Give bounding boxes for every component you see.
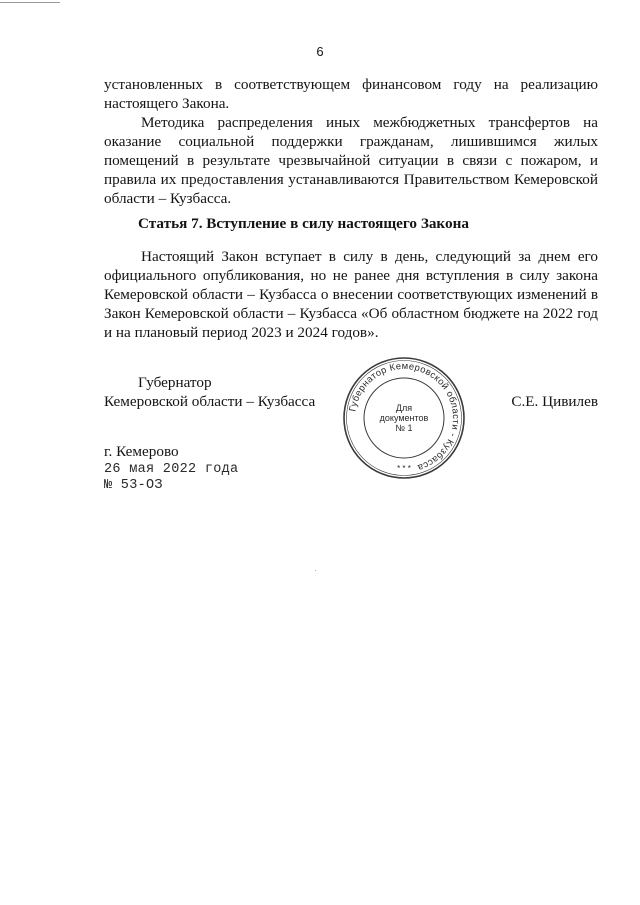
seal-stars: * * * xyxy=(397,464,411,473)
seal-ring-text: Губернатор Кемеровской области - Кузбасса xyxy=(346,359,463,474)
paragraph-continuation: установленных в соответствующем финансовом году на реализацию настоящего Закона. xyxy=(104,76,598,112)
scan-artifact-dot xyxy=(315,570,316,571)
signing-date: 26 мая 2022 года xyxy=(104,462,239,477)
page-number: 6 xyxy=(316,44,324,59)
law-number: № 53-ОЗ xyxy=(104,478,163,493)
seal-center-line1: Для xyxy=(395,403,413,413)
article-text: Настоящий Закон вступает в силу в день, следующий за днем его официального опубликования, но не ранее дня вступления в силу закона Кемеровской области – Кузбасса о внесении соответствующих изменений в Закон Кемеровской области – Кузбасса «Об областном бюджете на 2022 год и на плановый период 2023 и 2024 годов». xyxy=(104,248,598,341)
seal-center-line2: документов xyxy=(379,413,429,423)
paragraph-methodology: Методика распределения иных межбюджетных трансфертов на оказание социальной поддержки гражданам, лишившимся жилых помещений в результате чрезвычайной ситуации в связи с пожаром, и правила их предоставления устанавливаются Правительством Кемеровской области – Кузбасса. xyxy=(104,114,598,207)
signatory-title: Губернатор xyxy=(138,374,212,391)
official-seal xyxy=(341,355,467,481)
top-rule xyxy=(0,2,60,3)
signatory-name: С.Е. Цивилев xyxy=(511,393,598,410)
seal-center-line3: № 1 xyxy=(395,423,413,433)
signatory-region: Кемеровской области – Кузбасса xyxy=(104,393,316,410)
city-line: г. Кемерово xyxy=(104,443,179,460)
article-heading: Статья 7. Вступление в силу настоящего Закона xyxy=(138,215,469,232)
